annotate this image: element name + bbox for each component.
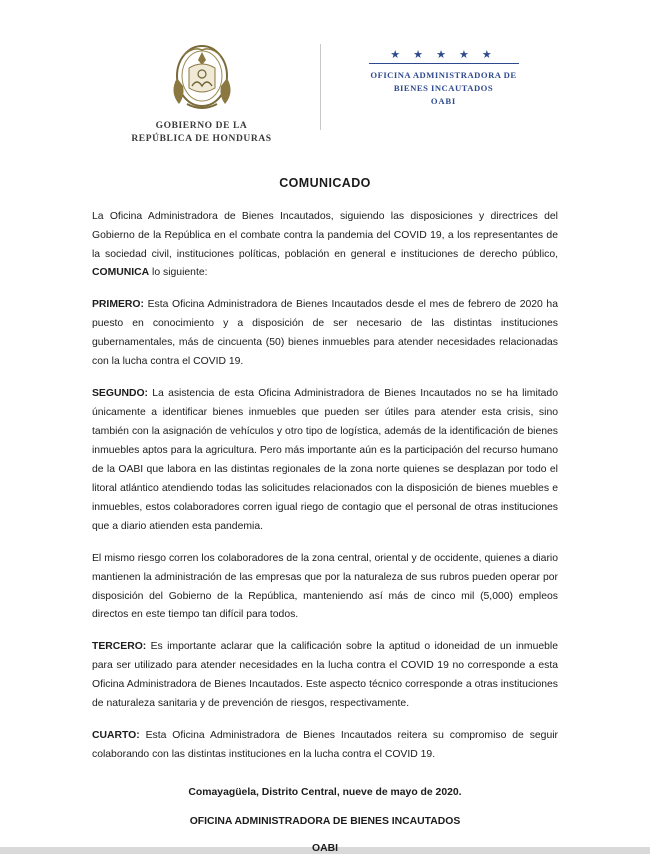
oabi-stars-icon: ★ ★ ★ ★ ★ <box>390 49 497 61</box>
paragraph-cuarto <box>92 727 558 765</box>
document-body <box>0 208 650 854</box>
document-header <box>0 0 650 146</box>
closing-place-date: Comayagüela, Distrito Central, nueve de mayo de 2020. <box>188 787 462 798</box>
paragraph-label: COMUNICA <box>92 267 150 279</box>
paragraph-text: El mismo riesgo corren los colaboradores de la zona central, oriental y de occidente, quienes a diario mantienen la administración de las empresas que por la naturaleza de sus rubros pueden operar por disposición del Gobierno de la República, manteniendo así más de cinco mil (5,000) empleos directos en este tiempo tan difícil para todos. <box>92 552 558 621</box>
paragraph-intro <box>92 208 558 284</box>
paragraph-text: Esta Oficina Administradora de Bienes Incautados desde el mes de febrero de 2020 ha puesto en conocimiento y a disposición de ser necesario de las distintas instituciones gubernamentales, más de cincuenta (50) bienes inmuebles para atender necesidades relacionadas con la lucha contra el COVID 19. <box>92 299 558 368</box>
oabi-logo-block <box>349 38 539 106</box>
document-closing <box>92 787 558 854</box>
crest-title <box>131 120 271 146</box>
paragraph-label: TERCERO: <box>92 641 147 653</box>
header-divider <box>320 44 321 130</box>
paragraph-label: SEGUNDO: <box>92 388 148 400</box>
crest-title-line1: GOBIERNO DE LA <box>155 121 248 131</box>
paragraph-text: lo siguiente: <box>149 267 208 279</box>
paragraph-list <box>92 208 558 765</box>
closing-acronym: OABI <box>312 843 338 854</box>
crest-title-line2: REPÚBLICA DE HONDURAS <box>131 133 272 144</box>
paragraph-tercero <box>92 638 558 714</box>
paragraph-text: Esta Oficina Administradora de Bienes Incautados reitera su compromiso de seguir colaborando con las distintas instituciones en la lucha contra el COVID 19. <box>92 730 558 761</box>
oabi-acronym: OABI <box>430 95 457 106</box>
honduras-coat-of-arms-icon <box>159 38 245 116</box>
oabi-name-line2: BIENES INCAUTADOS <box>393 82 494 93</box>
paragraph-text: La Oficina Administradora de Bienes Incautados, siguiendo las disposiciones y directrices del Gobierno de la República en el combate contra la pandemia del COVID 19, a los representantes de la sociedad civil, instituciones políticas, población en general e instituciones de derecho público, <box>92 210 558 260</box>
page-title: COMUNICADO <box>279 175 371 190</box>
paragraph-label: CUARTO: <box>92 730 140 742</box>
oabi-rule <box>369 63 519 64</box>
closing-institution: OFICINA ADMINISTRADORA DE BIENES INCAUTADOS <box>189 816 461 827</box>
paragraph-label: PRIMERO: <box>92 299 144 311</box>
paragraph-segundo <box>92 385 558 537</box>
government-crest-block <box>112 38 292 146</box>
paragraph-riesgo-colaboradores <box>92 550 558 626</box>
paragraph-primero <box>92 296 558 372</box>
oabi-name <box>370 69 516 95</box>
oabi-name-line1: OFICINA ADMINISTRADORA DE <box>370 70 517 80</box>
paragraph-text: Es importante aclarar que la calificación sobre la aptitud o idoneidad de un inmueble para ser utilizado para atender necesidades en la lucha contra el COVID 19 no corresponde a esta Oficina Administradora de Bienes Incautados. Este aspecto técnico corresponde a otras instituciones de naturaleza sanitaria y de prevención de riesgos, respectivamente. <box>92 641 558 710</box>
paragraph-text: La asistencia de esta Oficina Administradora de Bienes Incautados no se ha limitado únicamente a identificar bienes inmuebles que pueden ser útiles para atender esta crisis, sino también con la asignación de vehículos y otro tipo de logística, además de la identificación de bienes inmuebles aptos para la agricultura. Pero más importante aún es la participación del recurso humano de la OABI que labora en las distintas regionales de la zona norte quienes se desplazan por todo el litoral atlántico atendiendo todas las solicitudes relacionados con la disposición de bienes muebles e inmuebles, estos colaboradores corren igual riego de contagio que el personal de otras instituciones que a diario atienden esta pandemia. <box>92 388 558 532</box>
